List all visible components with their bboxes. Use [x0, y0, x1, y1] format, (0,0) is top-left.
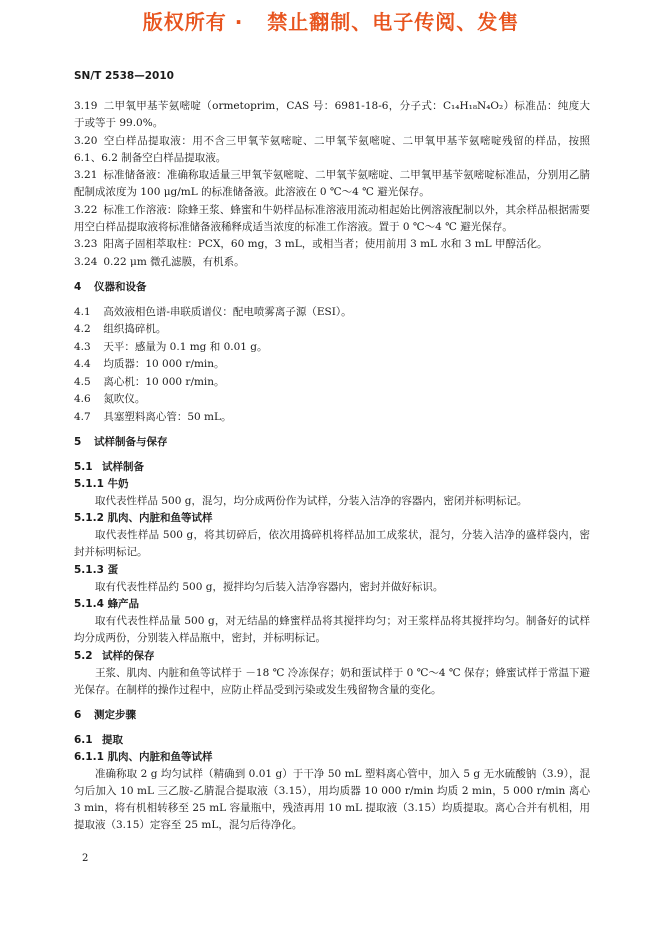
subsection-6-1-1-text: 准确称取 2 g 均匀试样（精确到 0.01 g）于干净 50 mL 塑料离心管中，加入 5 g 无水硫酸钠（3.9），混匀后加入 10 mL 三乙胺-乙腈混合提取液（3.15），用均质器 10 000 r/min 均质 2 min，5 000 r/min 离心 3 min，将有机相转移至 25 mL 容量瓶中，残渣再用 10 mL 提取液（3.15）均质提取。离心合并有机相，用提取液（3.15）定容至 25 mL，混匀后待净化。 — [74, 767, 590, 831]
subsection-title: 蜂产品 — [107, 598, 140, 610]
subsection-5-2-text: 王浆、肌肉、内脏和鱼等试样于 －18 ℃ 冷冻保存；奶和蛋试样于 0 ℃～4 ℃ 保存；蜂蜜试样于常温下避光保存。在制样的操作过程中，应防止样品受到污染或发生残留物含量的变化。 — [74, 666, 590, 696]
clause-text: 标准工作溶液：除蜂王浆、蜂蜜和牛奶样品标准溶液用流动相起始比例溶液配制以外，其余样品根据需要用空白样品提取液将标准储备液稀释成适当浓度的标准工作溶液。置于 0 ℃～4 ℃ 避光保存。 — [74, 203, 590, 233]
clause-number: 4.2 — [74, 323, 91, 335]
clause-number: 3.23 — [74, 238, 98, 250]
clause-text: 离心机：10 000 r/min。 — [103, 375, 225, 388]
clause-number: 4.6 — [74, 393, 91, 405]
clause-3-21 — [74, 167, 590, 201]
clause-text: 均质器：10 000 r/min。 — [103, 358, 225, 370]
clause-3-19 — [74, 98, 590, 132]
clause-text: 空白样品提取液：用不含三甲氧苄氨嘧啶、二甲氧苄氨嘧啶、二甲氧甲基苄氨嘧啶残留的样品，按照 6.1、6.2 制备空白样品提取液。 — [74, 134, 591, 164]
clause-text: 组织捣碎机。 — [103, 323, 167, 335]
section-5-heading — [74, 434, 590, 451]
subsection-5-1-2-text: 取代表性样品 500 g，将其切碎后，依次用捣碎机将样品加工成浆状，混匀，分装入洁净的盛样袋内，密封并标明标记。 — [74, 529, 590, 558]
subsection-5-1-3-heading — [74, 562, 590, 579]
clause-3-20 — [74, 133, 590, 167]
clause-number: 3.24 — [74, 255, 98, 268]
section-4-heading — [74, 279, 590, 296]
clause-text: 高效液相色谱-串联质谱仪：配电喷雾离子源（ESI）。 — [103, 305, 352, 318]
page-number: 2 — [82, 853, 89, 864]
clause-text: 标准储备液：准确称取适量三甲氧苄氨嘧啶、二甲氧苄氨嘧啶、二甲氧甲基苄氨嘧啶标准品，分别用乙腈配制成浓度为 100 μg/mL 的标准储备液。此溶液在 0 ℃～4 ℃ 避光保存。 — [74, 169, 590, 198]
subsection-5-2-heading — [74, 648, 590, 665]
section-title: 测定步骤 — [94, 708, 136, 721]
clause-text: 天平：感量为 0.1 mg 和 0.01 g。 — [103, 340, 268, 353]
clause-4-3 — [74, 339, 590, 356]
clause-number: 4.3 — [74, 340, 91, 353]
clause-4-1 — [74, 304, 590, 321]
copyright-banner: 版权所有 · 禁止翻制、电子传阅、发售 — [142, 10, 520, 34]
clause-number: 4.7 — [74, 410, 91, 423]
subsection-5-1-1-heading — [74, 476, 590, 493]
subsection-number: 5.1.1 — [74, 477, 104, 490]
section-number: 4 — [74, 280, 82, 293]
clause-text: 氮吹仪。 — [103, 393, 146, 405]
subsection-number: 6.1 — [74, 733, 93, 746]
subsection-6-1-1-heading — [74, 749, 590, 766]
clause-4-4 — [74, 356, 590, 373]
subsection-title: 试样的保存 — [102, 649, 155, 662]
clause-4-7 — [74, 409, 590, 426]
clause-text: 阳离子固相萃取柱：PCX，60 mg，3 mL，或相当者；使用前用 3 mL 水和 3 mL 甲醇活化。 — [103, 238, 548, 250]
clause-3-23 — [74, 236, 590, 253]
clause-number: 3.22 — [74, 203, 98, 216]
subsection-5-1-1-text: 取代表性样品 500 g，混匀，均分成两份作为试样，分装入洁净的容器内，密闭并标明标记。 — [95, 494, 528, 507]
subsection-5-1-3-text: 取有代表性样品约 500 g，搅拌均匀后装入洁净容器内，密封并做好标识。 — [95, 580, 444, 593]
section-title: 试样制备与保存 — [94, 435, 168, 448]
subsection-number: 5.2 — [74, 649, 93, 662]
section-title: 仪器和设备 — [94, 280, 147, 293]
clause-number: 4.1 — [74, 305, 91, 318]
subsection-number: 5.1.2 — [74, 512, 104, 524]
subsection-number: 6.1.1 — [74, 750, 104, 763]
subsection-title: 肌肉、内脏和鱼等试样 — [107, 512, 213, 524]
subsection-title: 蛋 — [107, 563, 119, 576]
subsection-title: 提取 — [102, 733, 123, 746]
clause-text: 0.22 μm 微孔滤膜，有机系。 — [103, 255, 245, 268]
subsection-number: 5.1.3 — [74, 563, 104, 576]
subsection-5-1-heading — [74, 459, 590, 476]
clause-4-2 — [74, 321, 590, 338]
clause-4-5 — [74, 374, 590, 391]
clause-4-6 — [74, 391, 590, 408]
clause-number: 3.19 — [74, 100, 98, 112]
subsection-number: 5.1 — [74, 460, 93, 473]
subsection-title: 试样制备 — [102, 460, 144, 473]
subsection-6-1-heading — [74, 732, 590, 749]
clause-text: 二甲氧甲基苄氨嘧啶（ormetoprim，CAS 号：6981-18-6，分子式：C₁₄H₁₈N₄O₂）标准品：纯度大于或等于 99.0%。 — [74, 100, 590, 129]
standard-number: SN/T 2538—2010 — [74, 70, 174, 82]
section-6-heading — [74, 707, 590, 724]
clause-number: 3.20 — [74, 134, 98, 147]
subsection-title: 肌肉、内脏和鱼等试样 — [107, 750, 213, 763]
clause-number: 4.5 — [74, 375, 91, 388]
section-number: 6 — [74, 708, 82, 721]
subsection-5-1-4-heading — [74, 596, 590, 613]
subsection-5-1-2-heading — [74, 510, 590, 527]
section-number: 5 — [74, 435, 82, 448]
clause-number: 4.4 — [74, 358, 91, 370]
clause-3-22 — [74, 202, 590, 236]
subsection-title: 牛奶 — [107, 477, 129, 490]
clause-3-24 — [74, 254, 590, 271]
subsection-5-1-4-text: 取有代表性样品量 500 g，对无结晶的蜂蜜样品将其搅拌均匀；对王浆样品将其搅拌均匀。制备好的试样均分成两份，分别装入样品瓶中，密封，并标明标记。 — [74, 615, 590, 644]
clause-text: 具塞塑料离心管：50 mL。 — [103, 410, 232, 423]
subsection-number: 5.1.4 — [74, 598, 104, 610]
document-body — [74, 98, 590, 834]
clause-number: 3.21 — [74, 169, 98, 181]
